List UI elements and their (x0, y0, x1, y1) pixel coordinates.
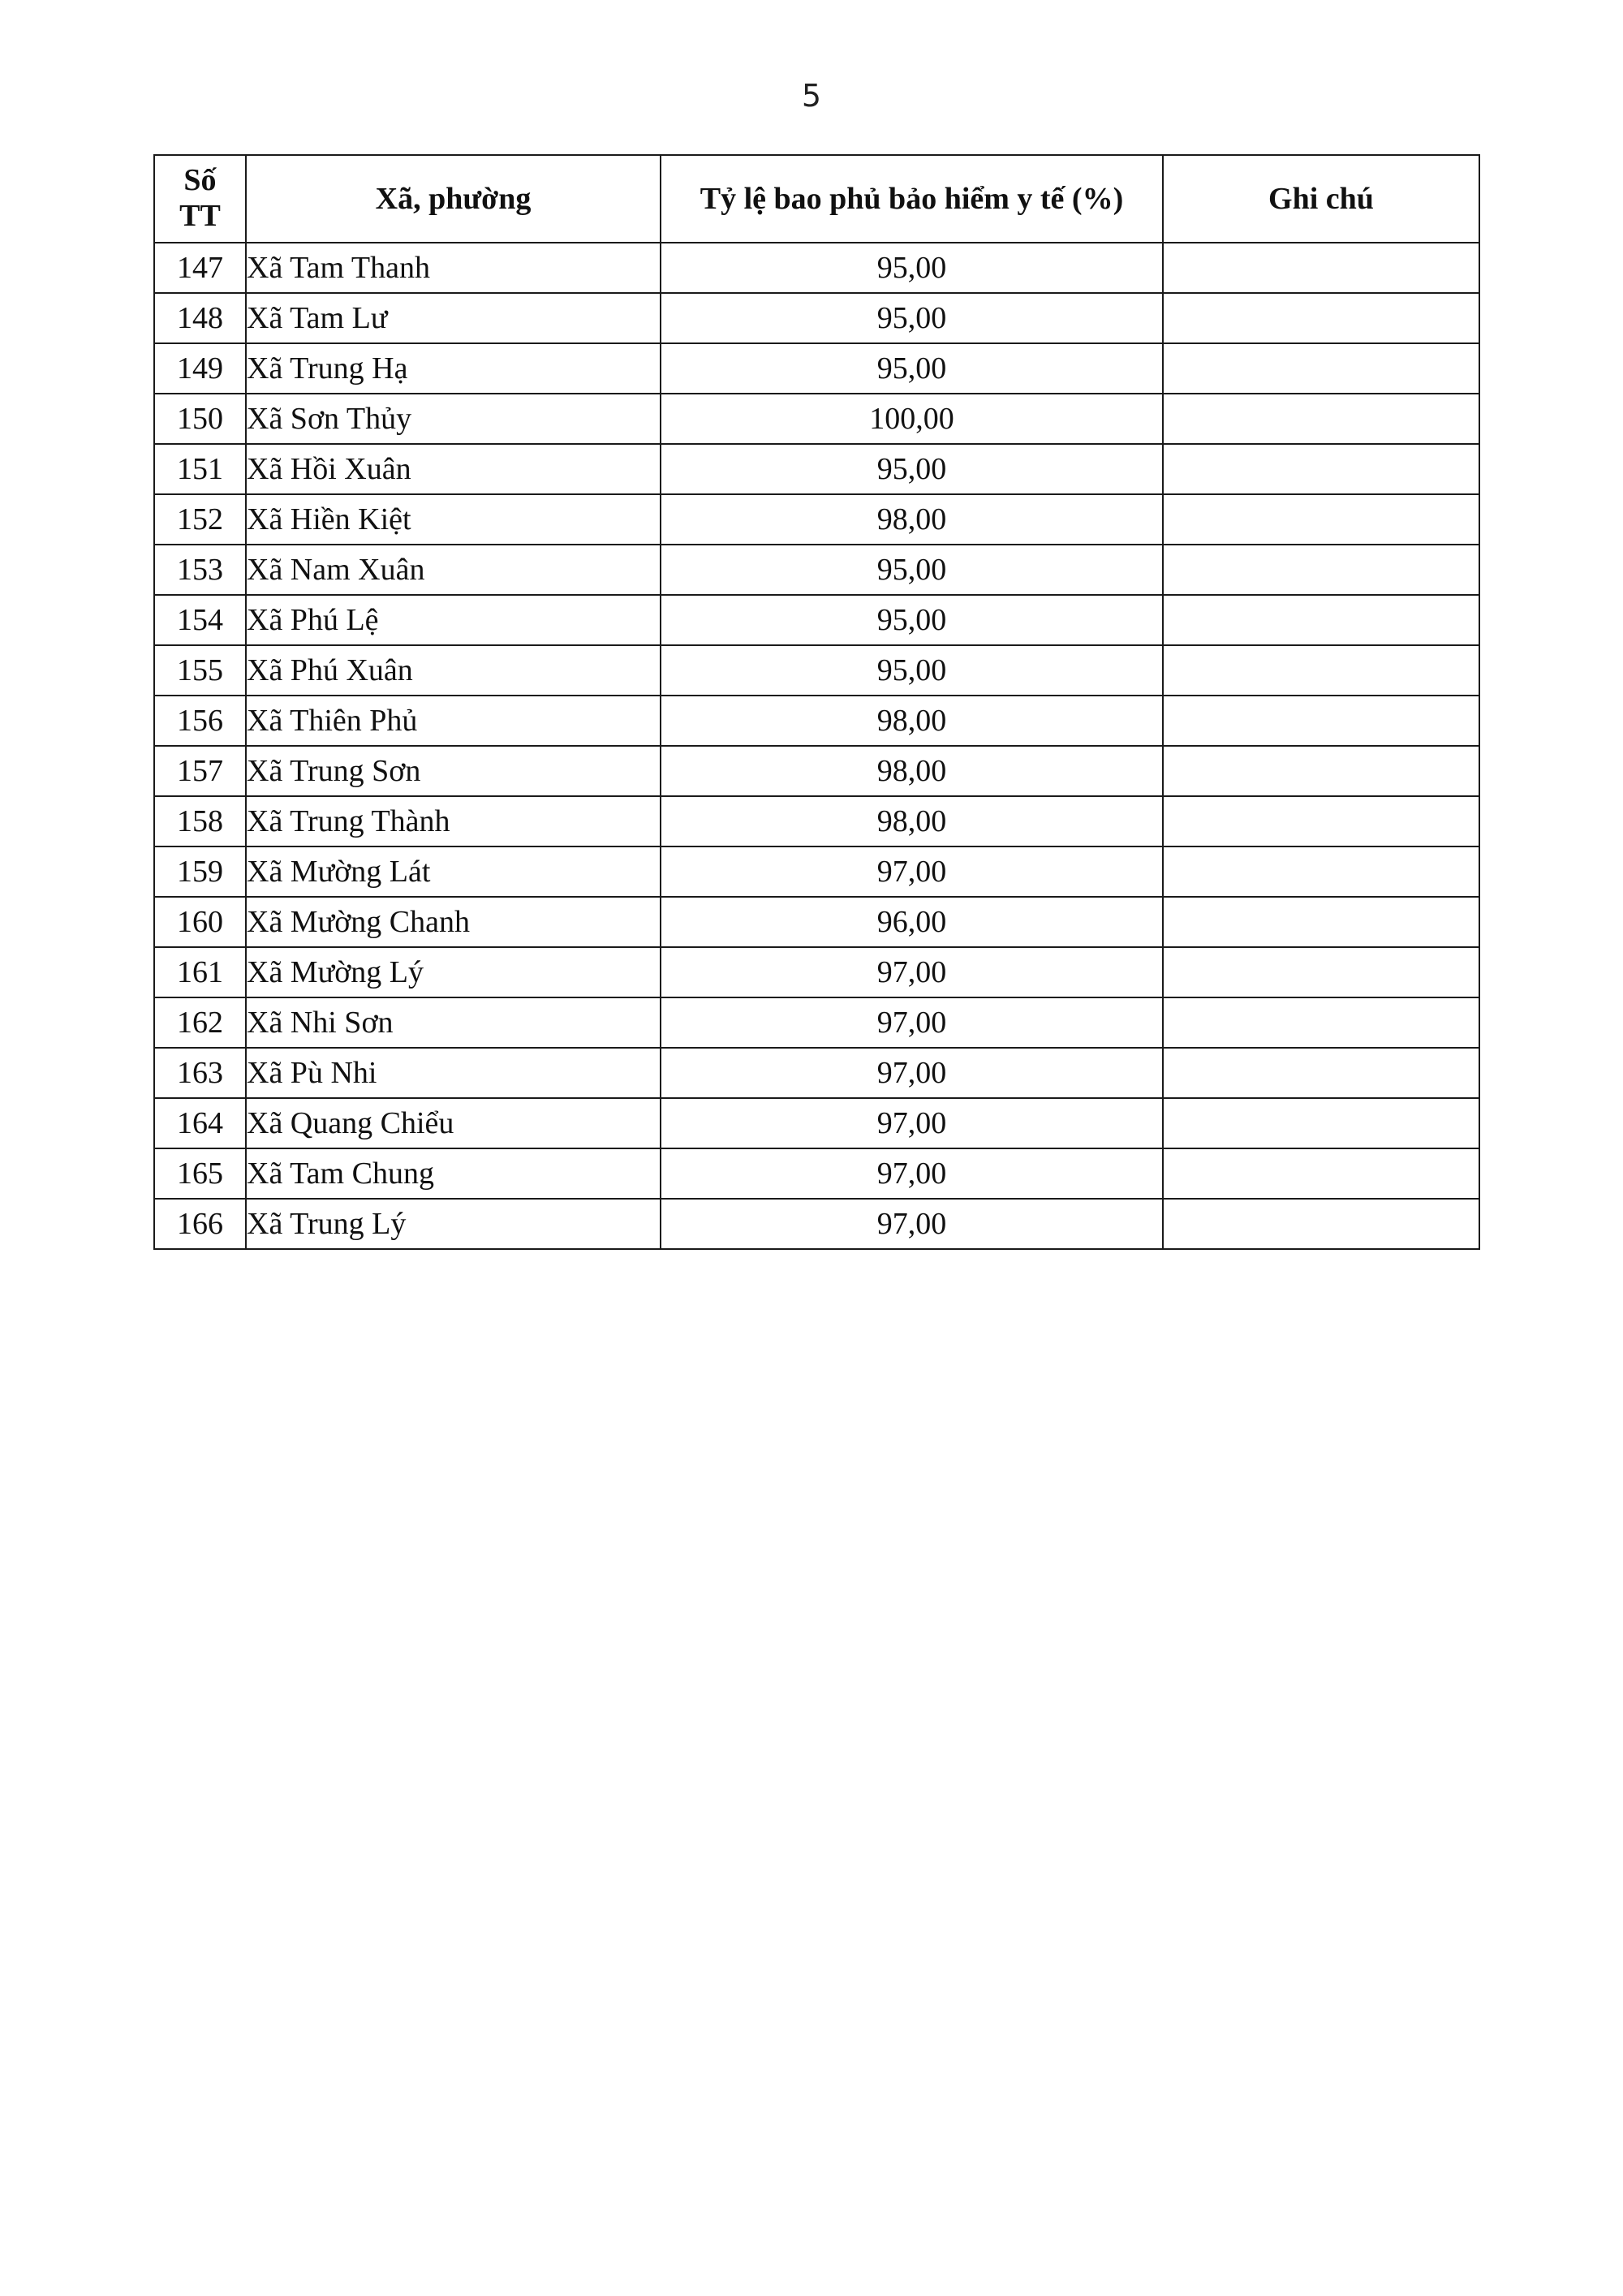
header-note: Ghi chú (1163, 155, 1479, 243)
row-number-cell: 161 (154, 947, 246, 997)
table-row (154, 394, 1479, 444)
commune-name-cell: Xã Pù Nhi (246, 1048, 661, 1098)
coverage-rate-cell: 98,00 (661, 796, 1163, 846)
header-coverage-rate: Tỷ lệ bao phủ bảo hiểm y tế (%) (661, 155, 1163, 243)
table-row (154, 1199, 1479, 1249)
coverage-rate-cell: 95,00 (661, 645, 1163, 696)
commune-name-cell: Xã Tam Chung (246, 1148, 661, 1199)
table-row (154, 997, 1479, 1048)
note-cell (1163, 645, 1479, 696)
commune-name-cell: Xã Tam Thanh (246, 243, 661, 293)
note-cell (1163, 746, 1479, 796)
table-row (154, 1048, 1479, 1098)
coverage-rate-cell: 96,00 (661, 897, 1163, 947)
row-number-cell: 153 (154, 545, 246, 595)
row-number-cell: 154 (154, 595, 246, 645)
row-number-cell: 162 (154, 997, 246, 1048)
row-number-cell: 156 (154, 696, 246, 746)
header-commune: Xã, phường (246, 155, 661, 243)
note-cell (1163, 595, 1479, 645)
coverage-rate-cell: 100,00 (661, 394, 1163, 444)
row-number-cell: 151 (154, 444, 246, 494)
coverage-rate-cell: 97,00 (661, 846, 1163, 897)
row-number-cell: 147 (154, 243, 246, 293)
note-cell (1163, 846, 1479, 897)
commune-name-cell: Xã Hồi Xuân (246, 444, 661, 494)
commune-name-cell: Xã Phú Lệ (246, 595, 661, 645)
commune-name-cell: Xã Trung Sơn (246, 746, 661, 796)
note-cell (1163, 947, 1479, 997)
coverage-rate-cell: 98,00 (661, 746, 1163, 796)
header-stt (154, 155, 246, 243)
note-cell (1163, 243, 1479, 293)
table-row (154, 343, 1479, 394)
note-cell (1163, 343, 1479, 394)
table-row (154, 897, 1479, 947)
coverage-table (153, 154, 1480, 1250)
coverage-rate-cell: 97,00 (661, 997, 1163, 1048)
row-number-cell: 150 (154, 394, 246, 444)
commune-name-cell: Xã Mường Lát (246, 846, 661, 897)
commune-name-cell: Xã Thiên Phủ (246, 696, 661, 746)
note-cell (1163, 796, 1479, 846)
commune-name-cell: Xã Mường Lý (246, 947, 661, 997)
table-row (154, 293, 1479, 343)
note-cell (1163, 394, 1479, 444)
coverage-rate-cell: 97,00 (661, 947, 1163, 997)
header-stt-line1: Số (183, 163, 217, 198)
commune-name-cell: Xã Hiền Kiệt (246, 494, 661, 545)
row-number-cell: 157 (154, 746, 246, 796)
commune-name-cell: Xã Phú Xuân (246, 645, 661, 696)
commune-name-cell: Xã Quang Chiểu (246, 1098, 661, 1148)
note-cell (1163, 897, 1479, 947)
header-row (154, 155, 1479, 243)
page-number: 5 (801, 78, 822, 114)
commune-name-cell: Xã Sơn Thủy (246, 394, 661, 444)
coverage-rate-cell: 97,00 (661, 1199, 1163, 1249)
note-cell (1163, 494, 1479, 545)
note-cell (1163, 1199, 1479, 1249)
commune-name-cell: Xã Mường Chanh (246, 897, 661, 947)
coverage-rate-cell: 95,00 (661, 595, 1163, 645)
table-row (154, 645, 1479, 696)
commune-name-cell: Xã Tam Lư (246, 293, 661, 343)
note-cell (1163, 696, 1479, 746)
table-row (154, 595, 1479, 645)
table-body (154, 243, 1479, 1249)
coverage-rate-cell: 95,00 (661, 293, 1163, 343)
header-stt-line2: TT (179, 199, 221, 233)
table-row (154, 444, 1479, 494)
commune-name-cell: Xã Trung Lý (246, 1199, 661, 1249)
row-number-cell: 158 (154, 796, 246, 846)
table-row (154, 545, 1479, 595)
row-number-cell: 163 (154, 1048, 246, 1098)
table-row (154, 494, 1479, 545)
note-cell (1163, 1148, 1479, 1199)
row-number-cell: 149 (154, 343, 246, 394)
note-cell (1163, 444, 1479, 494)
note-cell (1163, 1098, 1479, 1148)
coverage-rate-cell: 97,00 (661, 1148, 1163, 1199)
coverage-rate-cell: 95,00 (661, 343, 1163, 394)
commune-name-cell: Xã Trung Hạ (246, 343, 661, 394)
table-row (154, 796, 1479, 846)
commune-name-cell: Xã Nam Xuân (246, 545, 661, 595)
row-number-cell: 159 (154, 846, 246, 897)
table-row (154, 746, 1479, 796)
coverage-rate-cell: 95,00 (661, 243, 1163, 293)
row-number-cell: 155 (154, 645, 246, 696)
row-number-cell: 165 (154, 1148, 246, 1199)
row-number-cell: 148 (154, 293, 246, 343)
table-row (154, 696, 1479, 746)
table-row (154, 947, 1479, 997)
coverage-rate-cell: 98,00 (661, 696, 1163, 746)
coverage-rate-cell: 98,00 (661, 494, 1163, 545)
row-number-cell: 164 (154, 1098, 246, 1148)
commune-name-cell: Xã Nhi Sơn (246, 997, 661, 1048)
table-row (154, 1098, 1479, 1148)
coverage-rate-cell: 95,00 (661, 545, 1163, 595)
note-cell (1163, 545, 1479, 595)
coverage-rate-cell: 95,00 (661, 444, 1163, 494)
note-cell (1163, 1048, 1479, 1098)
table-row (154, 1148, 1479, 1199)
commune-name-cell: Xã Trung Thành (246, 796, 661, 846)
note-cell (1163, 997, 1479, 1048)
coverage-rate-cell: 97,00 (661, 1098, 1163, 1148)
table-row (154, 846, 1479, 897)
table-row (154, 243, 1479, 293)
table-header (154, 155, 1479, 243)
row-number-cell: 160 (154, 897, 246, 947)
row-number-cell: 166 (154, 1199, 246, 1249)
coverage-rate-cell: 97,00 (661, 1048, 1163, 1098)
note-cell (1163, 293, 1479, 343)
row-number-cell: 152 (154, 494, 246, 545)
